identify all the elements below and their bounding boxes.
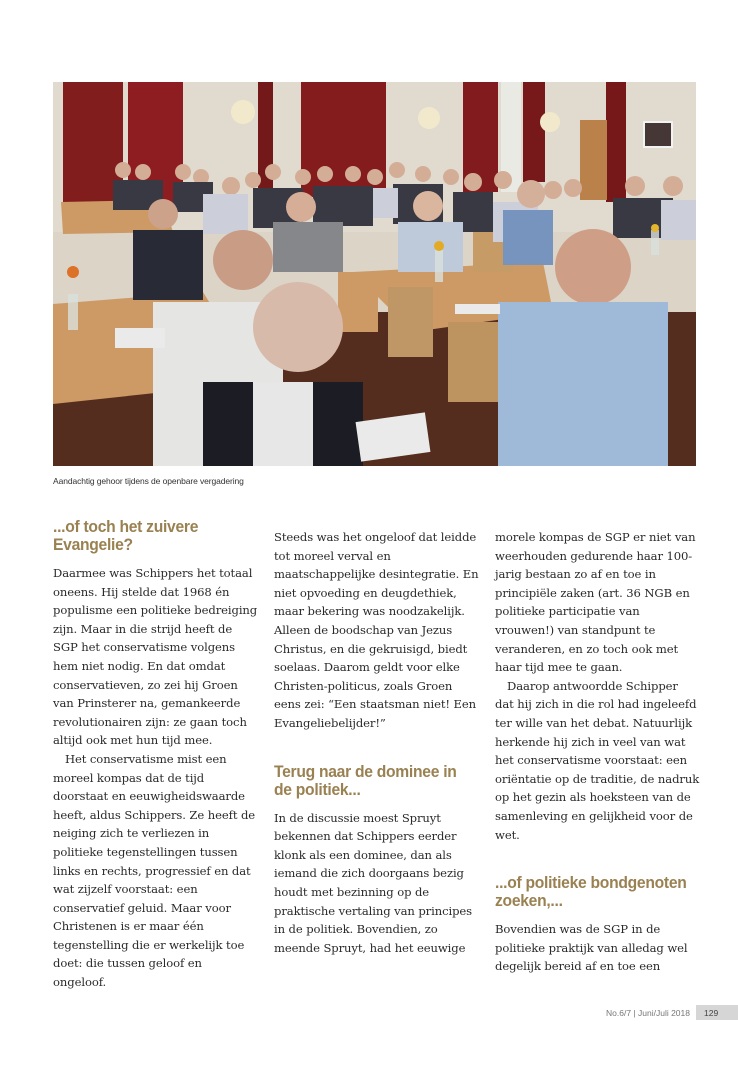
paragraph: Bovendien was de SGP in de politieke praktijk van alledag wel degelijk bereid af en toe een <box>495 922 688 974</box>
section-heading-bondgenoten: ...of politieke bondgenoten zoeken,... <box>495 873 687 911</box>
column-3 <box>495 528 700 976</box>
audience-illustration <box>53 82 696 466</box>
paragraph: morele kompas de SGP er niet van weerhouden gedurende haar 100-jarig bestaan zo af en toe in principiële zaken (art. 36 NGB en politieke participatie van vrouwen!) van standpunt te veranderen, en zo toch ook met haar tijd mee te gaan. <box>495 530 696 675</box>
issue-label: No.6/7 | Juni/Juli 2018 <box>606 1007 690 1018</box>
page-number: 129 <box>696 1005 738 1020</box>
section-heading-evangelie: ...of toch het zuivere Evangelie? <box>53 517 199 554</box>
meeting-photo <box>53 82 696 466</box>
paragraph: Het conservatisme mist een moreel kompas dat de tijd doorstaat en eeuwigheidswaarde heeft, aldus Schippers. Ze heeft de neiging zich te verliezen in politieke tegenstellingen tussen links en rechts, progressief en dat wat zijzelf voorstaat: een conservatief geluid. Maar voor Christenen is er maar één tegenstelling die er werkelijk toe doet: die tussen geloof en ongeloof. <box>53 751 256 990</box>
section-heading-dominee: Terug naar de dominee in de politiek... <box>274 761 457 799</box>
page-footer <box>606 1005 738 1020</box>
paragraph: Daarop antwoordde Schipper dat hij zich in die rol had ingeleefd ter wille van het debat. Natuurlijk herkende hij zich in veel van wat het conservatisme voorstaat: een oriëntatie op de traditie, de nadruk op het gezin als hoeksteen van de samenleving en gelijkheid voor de wet. <box>495 678 700 842</box>
paragraph: In de discussie moest Spruyt bekennen dat Schippers eerder klonk als een dominee, dan als iemand die zich doorgaans bezig houdt met bezinning op de praktische vertaling van principes in de politiek. Bovendien, zo meende Spruyt, had het eeuwige <box>274 810 473 955</box>
paragraph: Daarmee was Schippers het totaal oneens. Hij stelde dat 1968 én populisme een politieke bedreiging zijn. Maar in die strijd heeft de SGP het conservatisme volgens hem niet nodig. En dat omdat conservatieven, zo zei hij Groen van Prinsterer na, gemankeerde revolutionairen zijn: ze gaan toch altijd ook met hun tijd mee. <box>53 566 258 748</box>
photo-caption: Aandachtig gehoor tijdens de openbare vergadering <box>53 476 244 486</box>
column-2 <box>274 528 479 957</box>
column-1 <box>53 518 258 992</box>
paragraph: Steeds was het ongeloof dat leidde tot moreel verval en maatschappelijke desintegratie. En niet opvoeding en deugdethiek, maar bekering was noodzakelijk. Alleen de boodschap van Jezus Christus, en die gekruisigd, biedt soelaas. Daarom geldt voor elke Christen-politicus, zoals Groen eens zei: “Een staatsman niet! Een Evangeliebelijder!” <box>274 530 479 730</box>
